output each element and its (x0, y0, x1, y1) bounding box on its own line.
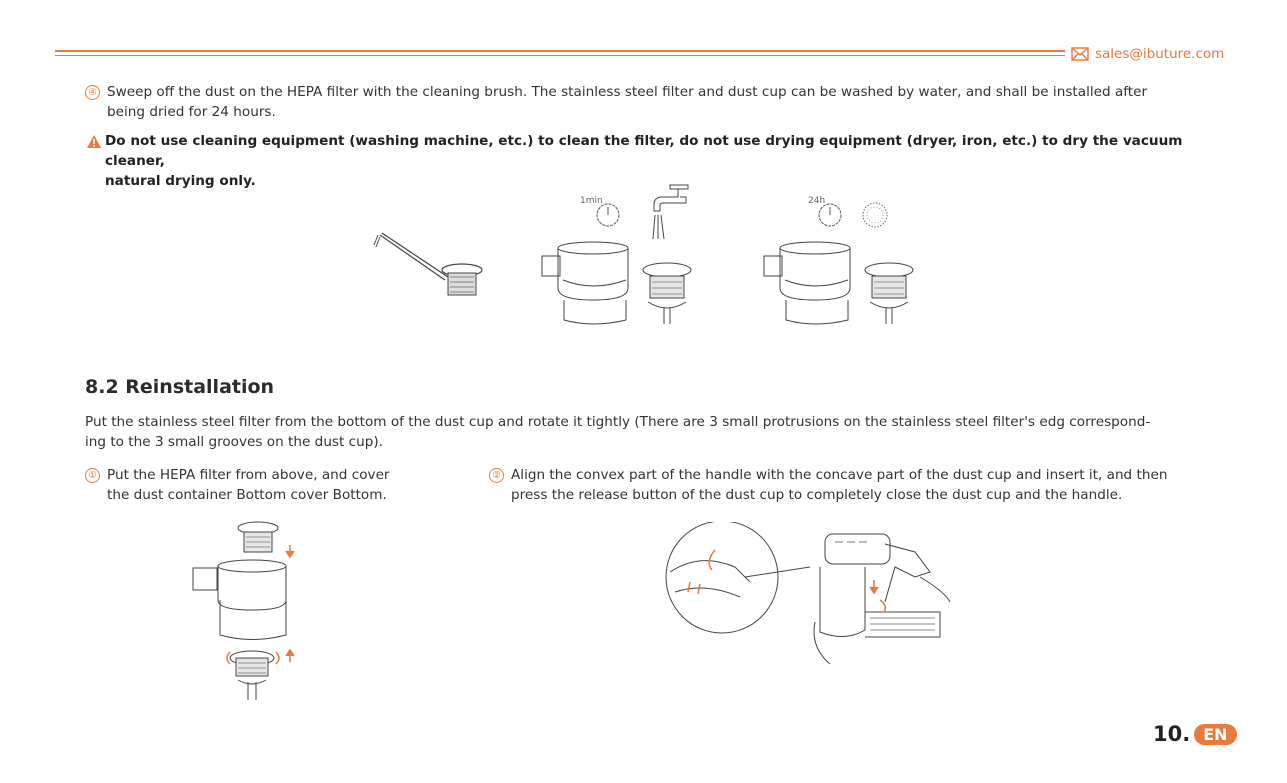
email-contact[interactable] (1071, 46, 1224, 62)
step4-line1: Sweep off the dust on the HEPA filter with the cleaning brush. The stainless steel filter and dust cup can be washed by water, and shall be installed after (107, 84, 1148, 100)
warning-line1: Do not use cleaning equipment (washing machine, etc.) to clean the filter, do not use drying equipment (dryer, iron, etc.) to dry the vacuum cleaner, (105, 133, 1183, 169)
step-number-2: ② (489, 468, 504, 483)
step2-line1: Align the convex part of the handle with the concave part of the dust cup and insert it, and then (511, 467, 1168, 483)
mail-icon (1071, 47, 1089, 61)
timer-24h-label: 24h (808, 196, 826, 206)
email-text[interactable]: sales@ibuture.com (1095, 46, 1225, 62)
warning-line2: natural drying only. (105, 173, 256, 189)
step4-text (107, 82, 1147, 122)
reinstall-handle-illustration (660, 522, 955, 667)
section-intro-line2: ing to the 3 small grooves on the dust cup). (85, 434, 384, 450)
section-title: 8.2 Reinstallation (85, 376, 275, 398)
page-number: 10. (1153, 722, 1191, 746)
hepa-filter-wash-illustration (640, 262, 695, 327)
brush-cleaning-illustration (370, 225, 490, 305)
clock-icon-24h (816, 200, 844, 230)
section-intro (85, 412, 1150, 452)
hepa-filter-dry-illustration (862, 262, 917, 327)
header-rule (55, 50, 1065, 58)
language-badge: EN (1194, 724, 1236, 745)
step1-line2: the dust container Bottom cover Bottom. (107, 487, 387, 503)
dust-cup-dry-illustration (760, 240, 855, 330)
clock-icon (594, 200, 622, 230)
section-intro-line1: Put the stainless steel filter from the bottom of the dust cup and rotate it tightly (There are 3 small protrusions on the stainless steel filter's edg correspond- (85, 414, 1151, 430)
step1-line1: Put the HEPA filter from above, and cover (107, 467, 390, 483)
step-number-4: ④ (85, 85, 100, 100)
warning-icon (86, 134, 102, 149)
page-indicator (1153, 722, 1237, 746)
dust-cup-wash-illustration (538, 240, 633, 330)
water-tap-icon (650, 183, 695, 243)
reinstall-filter-illustration (190, 520, 305, 705)
step2-text (511, 465, 1167, 505)
step4-line2: being dried for 24 hours. (107, 104, 276, 120)
timer-1min-label: 1min (580, 196, 603, 206)
step-number-1: ① (85, 468, 100, 483)
sun-drying-icon (860, 200, 890, 230)
warning-text (105, 131, 1235, 191)
step2-line2: press the release button of the dust cup to completely close the dust cup and the handle. (511, 487, 1123, 503)
step1-text (107, 465, 390, 505)
